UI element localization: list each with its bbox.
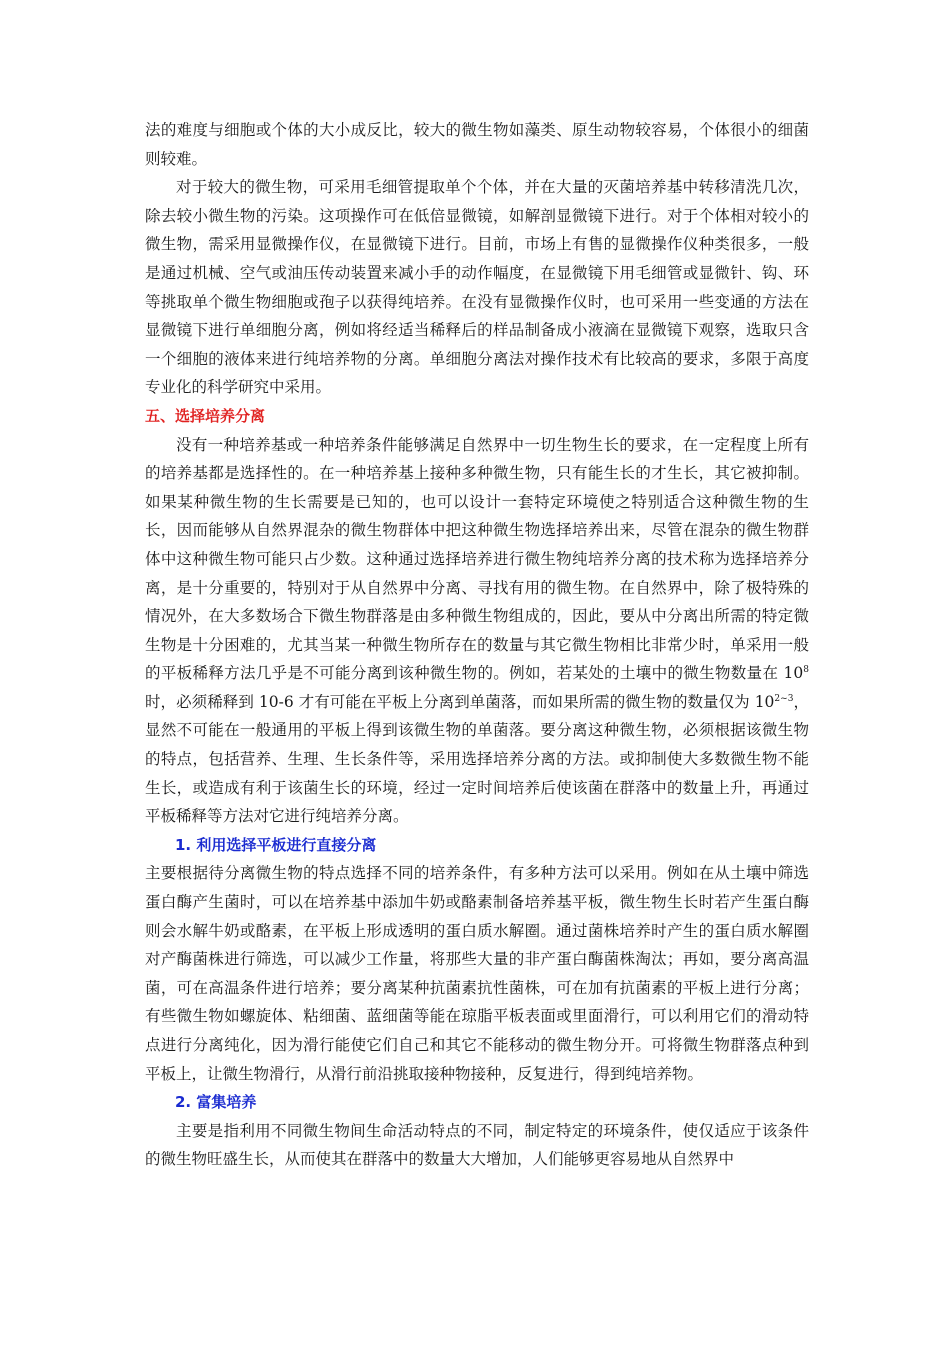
paragraph-single-cell-isolation: 对于较大的微生物，可采用毛细管提取单个个体，并在大量的灭菌培养基中转移清洗几次，除去较小微生物的污染。这项操作可在低倍显微镜，如解剖显微镜下进行。对于个体相对较小的微生物，需采用显微操作仪，在显微镜下进行。目前，市场上有售的显微操作仪种类很多，一般是通过机械、空气或油压传动装置来减小手的动作幅度，在显微镜下用毛细管或显微针、钩、环等挑取单个微生物细胞或孢子以获得纯培养。在没有显微操作仪时，也可采用一些变通的方法在显微镜下进行单细胞分离，例如将经适当稀释后的样品制备成小液滴在显微镜下观察，选取只含一个细胞的液体来进行纯培养物的分离。单细胞分离法对操作技术有比较高的要求，多限于高度专业化的科学研究中采用。 xyxy=(145,178,809,397)
paragraph-text: ，显然不可能在一般通用的平板上得到该微生物的单菌落。要分离这种微生物，必须根据该微生物的特点，包括营养、生理、生长条件等，采用选择培养分离的方法。或抑制使大多数微生物不能生长，或造成有利于该菌生长的环境，经过一定时间培养后使该菌在群落中的数量上升，再通过平板稀释等方法对它进行纯培养分离。 xyxy=(145,692,809,826)
superscript: 8 xyxy=(803,665,809,676)
paragraph-text: 时，必须稀释到 10-6 才有可能在平板上分离到单菌落，而如果所需的微生物的数量仅为 10 xyxy=(145,692,775,711)
paragraph-continuation: 法的难度与细胞或个体的大小成反比，较大的微生物如藻类、原生动物较容易，个体很小的细菌则较难。 xyxy=(145,121,809,168)
section-heading-selective-culture: 五、选择培养分离 xyxy=(145,406,266,425)
subheading-enrichment-culture: 2. 富集培养 xyxy=(175,1093,257,1112)
document-body xyxy=(145,116,809,1174)
superscript: 2~3 xyxy=(774,693,794,704)
paragraph-enrichment-culture: 主要是指利用不同微生物间生命活动特点的不同，制定特定的环境条件，使仅适应于该条件的微生物旺盛生长，从而使其在群落中的数量大大增加，人们能够更容易地从自然界中 xyxy=(145,1121,809,1169)
paragraph-selective-plate: 主要根据待分离微生物的特点选择不同的培养条件，有多种方法可以采用。例如在从土壤中筛选蛋白酶产生菌时，可以在培养基中添加牛奶或酪素制备培养基平板，微生物生长时若产生蛋白酶则会水解牛奶或酪素，在平板上形成透明的蛋白质水解圈。通过菌株培养时产生的蛋白质水解圈对产酶菌株进行筛选，可以减少工作量，将那些大量的非产蛋白酶菌株淘汰；再如，要分离高温菌，可在高温条件进行培养；要分离某种抗菌素抗性菌株，可在加有抗菌素的平板上进行分离；有些微生物如螺旋体、粘细菌、蓝细菌等能在琼脂平板表面或里面滑行，可以利用它们的滑动特点进行分离纯化，因为滑行能使它们自己和其它不能移动的微生物分开。可将微生物群落点种到平板上，让微生物滑行，从滑行前沿挑取接种物接种，反复进行，得到纯培养物。 xyxy=(145,864,809,1083)
paragraph-selective-culture xyxy=(145,431,809,831)
paragraph-text: 没有一种培养基或一种培养条件能够满足自然界中一切生物生长的要求，在一定程度上所有的培养基都是选择性的。在一种培养基上接种多种微生物，只有能生长的才生长，其它被抑制。如果某种微生物的生长需要是已知的，也可以设计一套特定环境使之特别适合这种微生物的生长，因而能够从自然界混杂的微生物群体中把这种微生物选择培养出来，尽管在混杂的微生物群体中这种微生物可能只占少数。这种通过选择培养进行微生物纯培养分离的技术称为选择培养分离，是十分重要的，特别对于从自然界中分离、寻找有用的微生物。在自然界中，除了极特殊的情况外，在大多数场合下微生物群落是由多种微生物组成的，因此，要从中分离出所需的特定微生物是十分困难的，尤其当某一种微生物所存在的数量与其它微生物相比非常少时，单采用一般的平板稀释方法几乎是不可能分离到该种微生物的。例如，若某处的土壤中的微生物数量在 10 xyxy=(145,435,809,683)
subheading-selective-plate: 1. 利用选择平板进行直接分离 xyxy=(175,835,377,854)
